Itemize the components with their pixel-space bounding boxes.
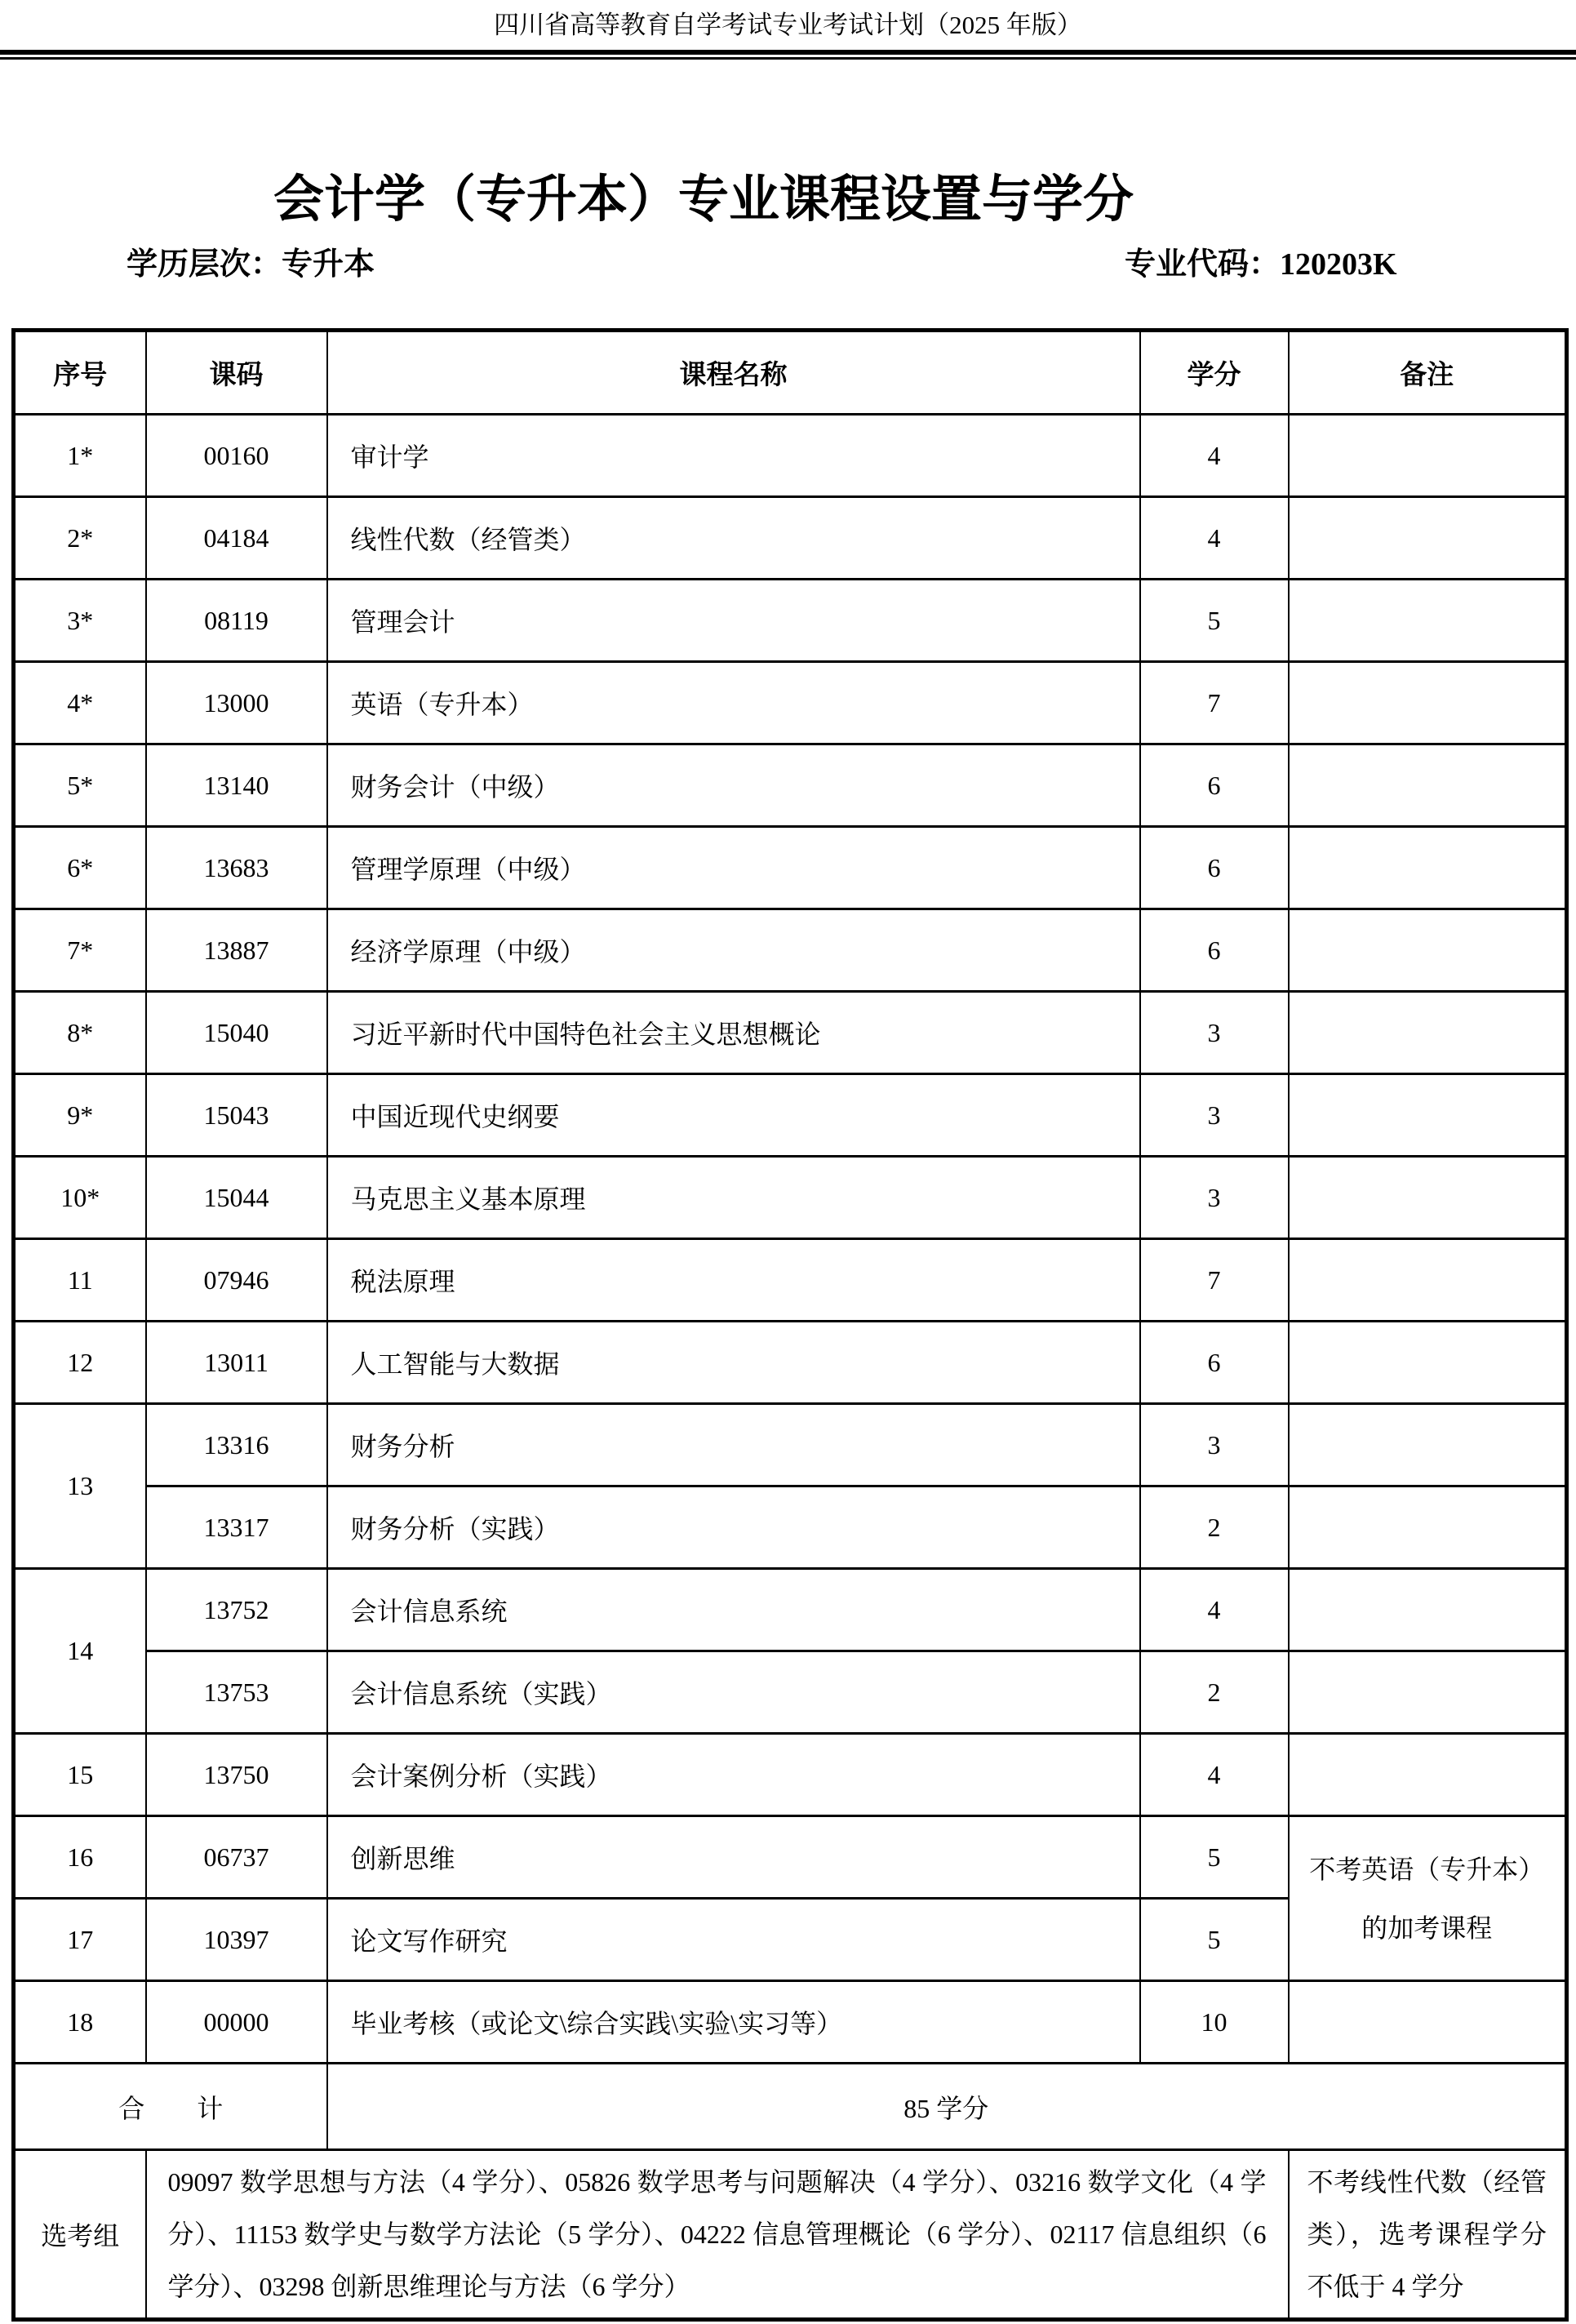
elective-group-label-cell: 选考组 <box>14 2150 146 2320</box>
major-code-label: 专业代码： <box>1125 247 1281 282</box>
remark-cell <box>1289 909 1567 992</box>
seq-cell: 9* <box>14 1074 146 1157</box>
course-name-cell: 人工智能与大数据 <box>327 1322 1140 1404</box>
table-row <box>14 662 1567 744</box>
course-name-cell: 管理学原理（中级） <box>327 827 1140 909</box>
code-cell: 06737 <box>146 1816 327 1899</box>
table-row <box>14 1486 1567 1569</box>
remark-cell <box>1289 662 1567 744</box>
seq-cell: 2* <box>14 497 146 580</box>
seq-cell: 1* <box>14 415 146 497</box>
remark-cell <box>1289 744 1567 827</box>
course-name-cell: 习近平新时代中国特色社会主义思想概论 <box>327 992 1140 1074</box>
course-name-cell: 会计案例分析（实践） <box>327 1734 1140 1816</box>
code-cell: 08119 <box>146 580 327 662</box>
remark-cell <box>1289 1157 1567 1239</box>
course-name-cell: 会计信息系统（实践） <box>327 1651 1140 1734</box>
code-header: 课码 <box>146 331 327 415</box>
table-row <box>14 1074 1567 1157</box>
course-name-cell: 英语（专升本） <box>327 662 1140 744</box>
seq-header: 序号 <box>14 331 146 415</box>
credit-cell: 7 <box>1140 662 1289 744</box>
seq-cell: 3* <box>14 580 146 662</box>
elective-row <box>14 2150 1567 2320</box>
credit-cell: 4 <box>1140 497 1289 580</box>
code-cell: 10397 <box>146 1899 327 1981</box>
code-cell: 13011 <box>146 1322 327 1404</box>
credit-cell: 4 <box>1140 415 1289 497</box>
credit-header: 学分 <box>1140 331 1289 415</box>
course-name-cell: 毕业考核（或论文\综合实践\实验\实习等） <box>327 1981 1140 2064</box>
course-name-cell: 论文写作研究 <box>327 1899 1140 1981</box>
header-double-rule <box>0 50 1576 60</box>
elective-remark-cell: 不考线性代数（经管类），选考课程学分不低于 4 学分 <box>1289 2150 1567 2320</box>
remark-cell <box>1289 1981 1567 2064</box>
seq-cell: 5* <box>14 744 146 827</box>
total-credits-cell: 85 学分 <box>327 2064 1567 2150</box>
course-name-cell: 创新思维 <box>327 1816 1140 1899</box>
table-row <box>14 580 1567 662</box>
table-row <box>14 1239 1567 1322</box>
code-cell: 13887 <box>146 909 327 992</box>
seq-cell: 13 <box>14 1404 146 1569</box>
table-row <box>14 415 1567 497</box>
code-cell: 13752 <box>146 1569 327 1651</box>
remark-header: 备注 <box>1289 331 1567 415</box>
education-level <box>127 238 375 283</box>
seq-cell: 17 <box>14 1899 146 1981</box>
course-name-cell: 经济学原理（中级） <box>327 909 1140 992</box>
course-name-cell: 财务会计（中级） <box>327 744 1140 827</box>
credit-cell: 4 <box>1140 1734 1289 1816</box>
meta-row <box>0 238 1576 284</box>
credit-cell: 2 <box>1140 1486 1289 1569</box>
remark-cell <box>1289 1404 1567 1486</box>
code-cell: 13317 <box>146 1486 327 1569</box>
code-cell: 13140 <box>146 744 327 827</box>
code-cell: 13000 <box>146 662 327 744</box>
credit-cell: 6 <box>1140 1322 1289 1404</box>
course-name-header: 课程名称 <box>327 331 1140 415</box>
credit-cell: 5 <box>1140 580 1289 662</box>
credit-cell: 6 <box>1140 827 1289 909</box>
code-cell: 07946 <box>146 1239 327 1322</box>
course-name-cell: 财务分析（实践） <box>327 1486 1140 1569</box>
code-cell: 15040 <box>146 992 327 1074</box>
table-row <box>14 1816 1567 1899</box>
total-label-cell: 合 计 <box>14 2064 327 2150</box>
course-name-cell: 会计信息系统 <box>327 1569 1140 1651</box>
table-row <box>14 1157 1567 1239</box>
course-name-cell: 马克思主义基本原理 <box>327 1157 1140 1239</box>
course-table-body <box>14 415 1567 2320</box>
credit-cell: 3 <box>1140 1074 1289 1157</box>
credit-cell: 5 <box>1140 1899 1289 1981</box>
remark-cell <box>1289 1734 1567 1816</box>
seq-cell: 8* <box>14 992 146 1074</box>
table-row <box>14 1651 1567 1734</box>
code-cell: 13316 <box>146 1404 327 1486</box>
seq-cell: 11 <box>14 1239 146 1322</box>
education-level-value: 专升本 <box>282 247 375 282</box>
remark-cell <box>1289 415 1567 497</box>
table-row <box>14 497 1567 580</box>
remark-cell <box>1289 1486 1567 1569</box>
credit-cell: 6 <box>1140 744 1289 827</box>
course-name-cell: 中国近现代史纲要 <box>327 1074 1140 1157</box>
table-row <box>14 992 1567 1074</box>
remark-cell <box>1289 1651 1567 1734</box>
remark-cell <box>1289 1239 1567 1322</box>
seq-cell: 18 <box>14 1981 146 2064</box>
remark-cell <box>1289 1322 1567 1404</box>
remark-cell: 不考英语（专升本）的加考课程 <box>1289 1816 1567 1981</box>
page-title: 会计学（专升本）专业课程设置与学分 <box>273 171 1134 228</box>
credit-cell: 2 <box>1140 1651 1289 1734</box>
remark-cell <box>1289 580 1567 662</box>
major-code <box>1125 238 1397 283</box>
seq-cell: 15 <box>14 1734 146 1816</box>
course-name-cell: 管理会计 <box>327 580 1140 662</box>
course-name-cell: 财务分析 <box>327 1404 1140 1486</box>
remark-cell <box>1289 1074 1567 1157</box>
table-row <box>14 1322 1567 1404</box>
credit-cell: 5 <box>1140 1816 1289 1899</box>
table-row <box>14 1569 1567 1651</box>
credit-cell: 4 <box>1140 1569 1289 1651</box>
credit-cell: 7 <box>1140 1239 1289 1322</box>
credit-cell: 6 <box>1140 909 1289 992</box>
table-row <box>14 1404 1567 1486</box>
table-row <box>14 744 1567 827</box>
course-name-cell: 审计学 <box>327 415 1140 497</box>
code-cell: 15043 <box>146 1074 327 1157</box>
credit-cell: 3 <box>1140 1404 1289 1486</box>
code-cell: 13750 <box>146 1734 327 1816</box>
major-code-value: 120203K <box>1280 247 1397 282</box>
table-row <box>14 1734 1567 1816</box>
code-cell: 00160 <box>146 415 327 497</box>
code-cell: 13683 <box>146 827 327 909</box>
credit-cell: 3 <box>1140 1157 1289 1239</box>
seq-cell: 6* <box>14 827 146 909</box>
seq-cell: 12 <box>14 1322 146 1404</box>
credit-cell: 10 <box>1140 1981 1289 2064</box>
remark-cell <box>1289 1569 1567 1651</box>
table-row <box>14 1981 1567 2064</box>
seq-cell: 4* <box>14 662 146 744</box>
course-name-cell: 税法原理 <box>327 1239 1140 1322</box>
remark-cell <box>1289 827 1567 909</box>
credit-cell: 3 <box>1140 992 1289 1074</box>
code-cell: 13753 <box>146 1651 327 1734</box>
code-cell: 00000 <box>146 1981 327 2064</box>
seq-cell: 14 <box>14 1569 146 1734</box>
code-cell: 15044 <box>146 1157 327 1239</box>
total-row <box>14 2064 1567 2150</box>
document-header-text: 四川省高等教育自学考试专业考试计划（2025 年版） <box>494 11 1082 39</box>
table-header-row <box>14 331 1567 415</box>
seq-cell: 16 <box>14 1816 146 1899</box>
code-cell: 04184 <box>146 497 327 580</box>
remark-cell <box>1289 497 1567 580</box>
seq-cell: 10* <box>14 1157 146 1239</box>
elective-courses-cell: 09097 数学思想与方法（4 学分）、05826 数学思考与问题解决（4 学分）、03216 数学文化（4 学分）、11153 数学史与数学方法论（5 学分）、04222 信息管理概论（6 学分）、02117 信息组织（6 学分）、03298 创新思维理论与方法（6 学分） <box>146 2150 1289 2320</box>
table-row <box>14 909 1567 992</box>
table-row <box>14 827 1567 909</box>
course-table <box>11 328 1569 2322</box>
education-level-label: 学历层次： <box>127 247 282 282</box>
seq-cell: 7* <box>14 909 146 992</box>
remark-cell <box>1289 992 1567 1074</box>
course-name-cell: 线性代数（经管类） <box>327 497 1140 580</box>
